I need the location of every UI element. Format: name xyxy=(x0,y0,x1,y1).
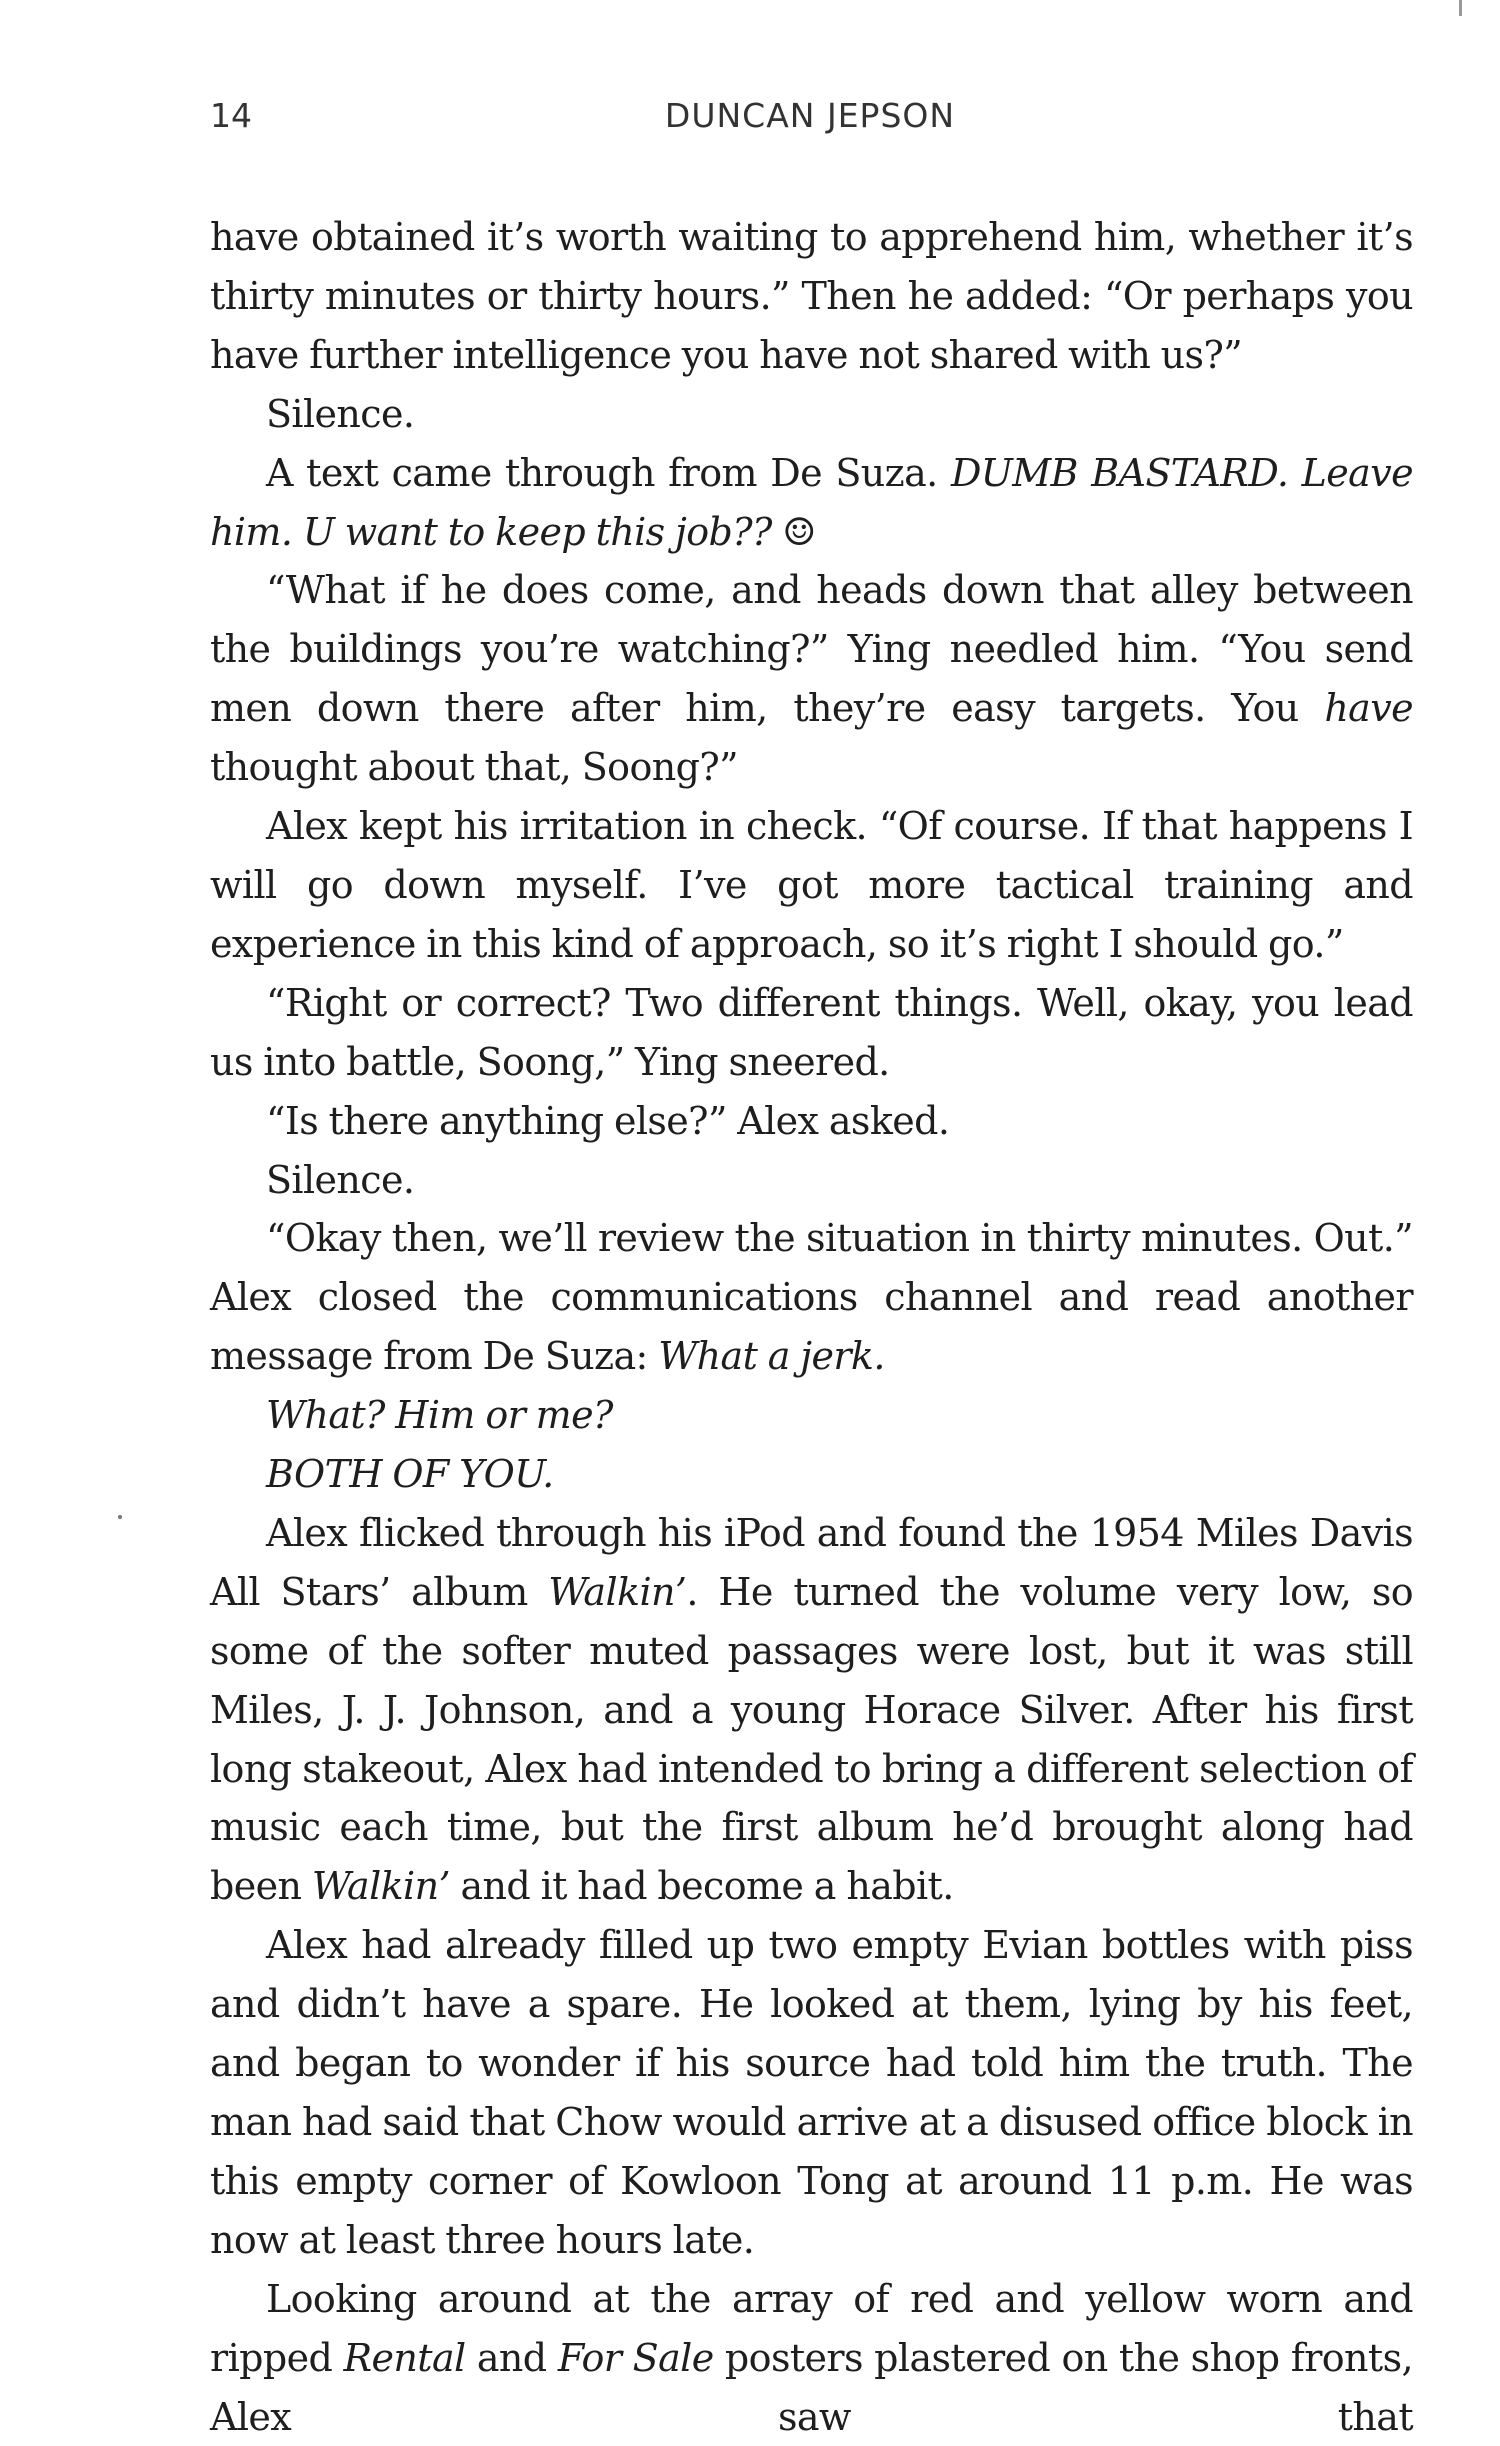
text-run: and it had become a habit. xyxy=(449,1864,954,1909)
text-run: and xyxy=(465,2335,558,2380)
paragraph xyxy=(210,1092,1413,1151)
paragraph xyxy=(210,797,1413,974)
paragraph xyxy=(210,1445,1413,1504)
paragraph xyxy=(210,1209,1413,1386)
paragraph-continued xyxy=(210,208,1413,385)
italic-run: What? Him or me? xyxy=(266,1393,613,1438)
text-run: thought about that, Soong?” xyxy=(210,745,738,790)
italic-run: have xyxy=(1324,686,1413,731)
italic-run: BOTH OF YOU. xyxy=(266,1452,554,1497)
scan-mark xyxy=(1459,0,1462,16)
text-run: “What if he does come, and heads down that alley between the buildings you’re watching?” Ying needled him. “You send men down there after him, they’re easy targets. You xyxy=(210,568,1413,731)
paragraph-continues xyxy=(210,2270,1413,2446)
italic-run: Walkin’ xyxy=(311,1864,450,1909)
paragraph xyxy=(210,1386,1413,1445)
italic-run: DUMB BASTARD. Leave him. U want to keep this job?? ☺ xyxy=(210,450,1413,554)
paragraph xyxy=(210,1916,1413,2269)
paragraph xyxy=(210,1504,1413,1916)
text-run: Silence. xyxy=(266,1157,415,1202)
paragraph xyxy=(210,1151,1413,1210)
paragraph xyxy=(210,385,1413,444)
page-number: 14 xyxy=(210,96,252,135)
scan-speck xyxy=(118,1515,122,1519)
text-run: “Right or correct? Two different things. Well, okay, you lead us into battle, Soong,” Ying sneered. xyxy=(210,980,1413,1084)
italic-run: What a jerk. xyxy=(658,1334,885,1379)
running-head: DUNCAN JEPSON xyxy=(664,96,956,135)
text-run: Alex had already filled up two empty Evian bottles with piss and didn’t have a spare. He looked at them, lying by his feet, and began to wonder if his source had told him the truth. The man had said that Chow would arrive at a disused office block in this empty corner of Kowloon Tong at around 11 p.m. He was now at least three hours late. xyxy=(210,1923,1413,2262)
text-run: . He turned the volume very low, so some of the softer muted passages were lost, but it was still Miles, J. J. Johnson, and a young Horace Silver. After his first long stakeout, Alex had intended to bring a different selection of music each time, but the first album he’d brought along had been xyxy=(210,1569,1413,1909)
text-run: Alex kept his irritation in check. “Of course. If that happens I will go down myself. I’ve got more tactical training and experience in this kind of approach, so it’s right I should go.” xyxy=(210,804,1413,966)
italic-run: For Sale xyxy=(557,2335,714,2380)
italic-run: Walkin’ xyxy=(548,1569,687,1614)
text-run: Looking around at the array of red and yellow worn and ripped xyxy=(210,2276,1413,2380)
text-run: “Okay then, we’ll review the situation in thirty minutes. Out.” Alex closed the communications channel and read another message from De Suza: xyxy=(210,1216,1413,1379)
text-run: Silence. xyxy=(266,391,415,436)
text-run: Alex flicked through his iPod and found the 1954 Miles Davis All Stars’ album xyxy=(210,1510,1413,1614)
body-text xyxy=(210,208,1413,2446)
page-header xyxy=(210,96,1410,146)
text-run: “Is there anything else?” Alex asked. xyxy=(266,1098,950,1143)
text-run: A text came through from De Suza. xyxy=(266,450,951,495)
text-run: have obtained it’s worth waiting to apprehend him, whether it’s thirty minutes or thirty hours.” Then he added: “Or perhaps you have further intelligence you have not shared with us?” xyxy=(210,215,1413,377)
text-run: posters plastered on the shop fronts, Alex saw that xyxy=(210,2335,1413,2439)
paragraph xyxy=(210,444,1413,562)
paragraph xyxy=(210,561,1413,797)
italic-run: Rental xyxy=(343,2335,466,2380)
paragraph xyxy=(210,974,1413,1092)
